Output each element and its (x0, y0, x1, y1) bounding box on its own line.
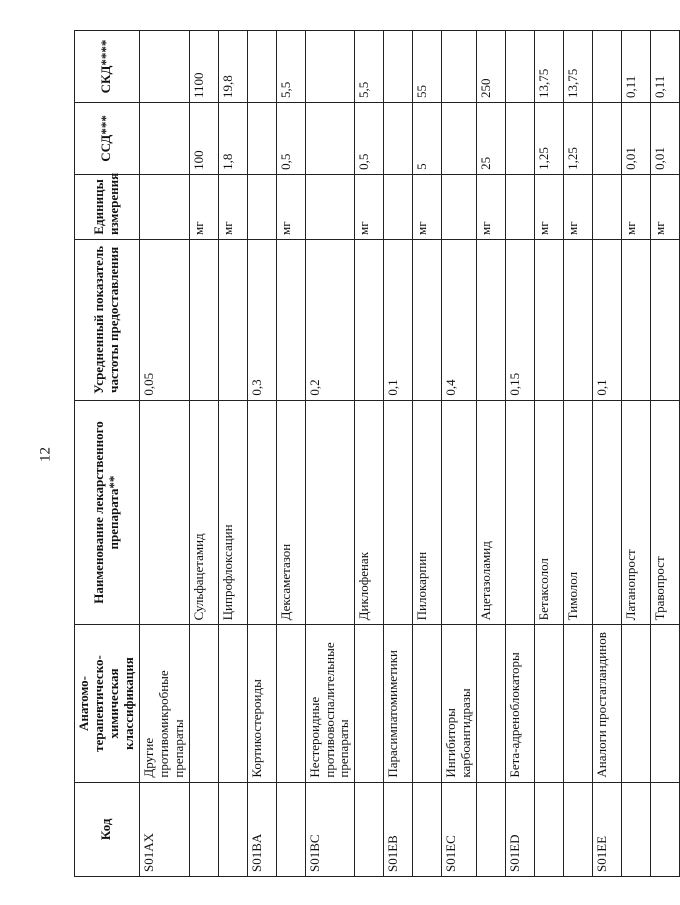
cell-unit: мг (276, 174, 305, 239)
cell-unit (384, 174, 413, 239)
cell-code: S01ED (506, 782, 535, 876)
cell-unit: мг (355, 174, 384, 239)
cell-skd: 1100 (189, 31, 218, 103)
cell-code (355, 782, 384, 876)
cell-frequency: 0,05 (139, 240, 189, 401)
cell-ssd: 0,01 (651, 102, 680, 174)
cell-frequency (276, 240, 305, 401)
cell-code: S01EE (593, 782, 622, 876)
cell-code: S01EC (442, 782, 477, 876)
cell-drug (247, 400, 276, 625)
cell-frequency: 0,4 (442, 240, 477, 401)
cell-drug: Травопрост (651, 400, 680, 625)
header-skd: СКД**** (75, 31, 140, 103)
cell-code: S01BA (247, 782, 276, 876)
table-row (535, 31, 564, 877)
cell-atc (355, 625, 384, 782)
table-row (442, 31, 477, 877)
cell-unit: мг (218, 174, 247, 239)
cell-frequency (651, 240, 680, 401)
table-row (384, 31, 413, 877)
cell-unit: мг (651, 174, 680, 239)
drug-table (74, 30, 680, 877)
cell-frequency (413, 240, 442, 401)
cell-unit: мг (413, 174, 442, 239)
cell-unit (506, 174, 535, 239)
cell-ssd: 25 (477, 102, 506, 174)
cell-atc (622, 625, 651, 782)
cell-skd (247, 31, 276, 103)
header-frequency: Усредненный показатель частоты предоставления (75, 240, 140, 401)
cell-code (218, 782, 247, 876)
cell-ssd: 0,01 (622, 102, 651, 174)
header-atc: Анатомо-терапевтическо-химическая классификация (75, 625, 140, 782)
cell-unit: мг (564, 174, 593, 239)
cell-drug: Сульфацетамид (189, 400, 218, 625)
table-row (593, 31, 622, 877)
cell-atc: Парасимпатомиметики (384, 625, 413, 782)
cell-skd: 13,75 (564, 31, 593, 103)
cell-skd: 5,5 (355, 31, 384, 103)
cell-ssd (593, 102, 622, 174)
cell-atc: Кортикостероиды (247, 625, 276, 782)
cell-code (622, 782, 651, 876)
cell-skd (442, 31, 477, 103)
cell-skd: 13,75 (535, 31, 564, 103)
cell-skd: 0,11 (651, 31, 680, 103)
cell-frequency: 0,15 (506, 240, 535, 401)
cell-atc (564, 625, 593, 782)
cell-ssd (305, 102, 355, 174)
cell-skd: 19,8 (218, 31, 247, 103)
cell-atc (477, 625, 506, 782)
cell-code (535, 782, 564, 876)
table-row (506, 31, 535, 877)
cell-drug: Пилокарпин (413, 400, 442, 625)
cell-drug: Дексаметазон (276, 400, 305, 625)
cell-skd (506, 31, 535, 103)
cell-unit (593, 174, 622, 239)
cell-frequency (535, 240, 564, 401)
cell-atc: Ингибиторы карбоангидразы (442, 625, 477, 782)
table-row (651, 31, 680, 877)
cell-skd: 250 (477, 31, 506, 103)
cell-drug: Латанопрост (622, 400, 651, 625)
cell-atc: Нестероидные противовоспалительные препараты (305, 625, 355, 782)
cell-ssd: 1,25 (535, 102, 564, 174)
cell-atc: Аналоги простагландинов (593, 625, 622, 782)
cell-atc (189, 625, 218, 782)
cell-ssd: 100 (189, 102, 218, 174)
cell-unit (442, 174, 477, 239)
cell-drug: Ципрофлоксацин (218, 400, 247, 625)
cell-atc (413, 625, 442, 782)
cell-code: S01AX (139, 782, 189, 876)
cell-drug: Бетаксолол (535, 400, 564, 625)
cell-drug: Ацетазоламид (477, 400, 506, 625)
cell-drug (139, 400, 189, 625)
cell-drug (442, 400, 477, 625)
table-row (189, 31, 218, 877)
cell-code (413, 782, 442, 876)
cell-code (477, 782, 506, 876)
header-drug: Наименование лекарственного препарата** (75, 400, 140, 625)
cell-frequency (564, 240, 593, 401)
cell-ssd (384, 102, 413, 174)
cell-ssd: 0,5 (355, 102, 384, 174)
cell-unit: мг (535, 174, 564, 239)
cell-ssd: 1,8 (218, 102, 247, 174)
cell-code (564, 782, 593, 876)
table-row (139, 31, 189, 877)
cell-atc (276, 625, 305, 782)
cell-code (276, 782, 305, 876)
table-row (247, 31, 276, 877)
cell-ssd (247, 102, 276, 174)
table-header-row (75, 31, 140, 877)
cell-drug: Тимолол (564, 400, 593, 625)
cell-unit (247, 174, 276, 239)
cell-ssd: 5 (413, 102, 442, 174)
page-number: 12 (37, 447, 54, 462)
cell-frequency (355, 240, 384, 401)
cell-ssd (442, 102, 477, 174)
cell-atc: Другие противомикробные препараты (139, 625, 189, 782)
cell-frequency (218, 240, 247, 401)
header-ssd: ССД*** (75, 102, 140, 174)
cell-atc (535, 625, 564, 782)
cell-drug (384, 400, 413, 625)
cell-unit: мг (477, 174, 506, 239)
cell-frequency: 0,1 (384, 240, 413, 401)
cell-unit: мг (622, 174, 651, 239)
header-code: Код (75, 782, 140, 876)
cell-drug (593, 400, 622, 625)
cell-unit (305, 174, 355, 239)
header-unit: Единицы измерения (75, 174, 140, 239)
cell-frequency (189, 240, 218, 401)
cell-frequency: 0,3 (247, 240, 276, 401)
document-table-wrapper (74, 30, 668, 877)
table-body (139, 31, 680, 877)
cell-drug (305, 400, 355, 625)
cell-skd (384, 31, 413, 103)
cell-atc (651, 625, 680, 782)
table-row (413, 31, 442, 877)
cell-drug: Диклофенак (355, 400, 384, 625)
cell-code: S01BC (305, 782, 355, 876)
cell-frequency: 0,1 (593, 240, 622, 401)
cell-unit (139, 174, 189, 239)
cell-skd: 0,11 (622, 31, 651, 103)
table-row (477, 31, 506, 877)
cell-skd: 5,5 (276, 31, 305, 103)
cell-frequency (477, 240, 506, 401)
cell-skd (305, 31, 355, 103)
cell-code (189, 782, 218, 876)
table-row (564, 31, 593, 877)
cell-unit: мг (189, 174, 218, 239)
cell-atc: Бета-адреноблокаторы (506, 625, 535, 782)
cell-drug (506, 400, 535, 625)
table-row (305, 31, 355, 877)
cell-ssd (139, 102, 189, 174)
cell-frequency (622, 240, 651, 401)
table-row (622, 31, 651, 877)
table-row (276, 31, 305, 877)
cell-skd: 55 (413, 31, 442, 103)
cell-code (651, 782, 680, 876)
cell-ssd: 1,25 (564, 102, 593, 174)
cell-frequency: 0,2 (305, 240, 355, 401)
cell-ssd: 0,5 (276, 102, 305, 174)
cell-ssd (506, 102, 535, 174)
cell-skd (139, 31, 189, 103)
cell-skd (593, 31, 622, 103)
table-row (355, 31, 384, 877)
cell-atc (218, 625, 247, 782)
cell-code: S01EB (384, 782, 413, 876)
table-row (218, 31, 247, 877)
